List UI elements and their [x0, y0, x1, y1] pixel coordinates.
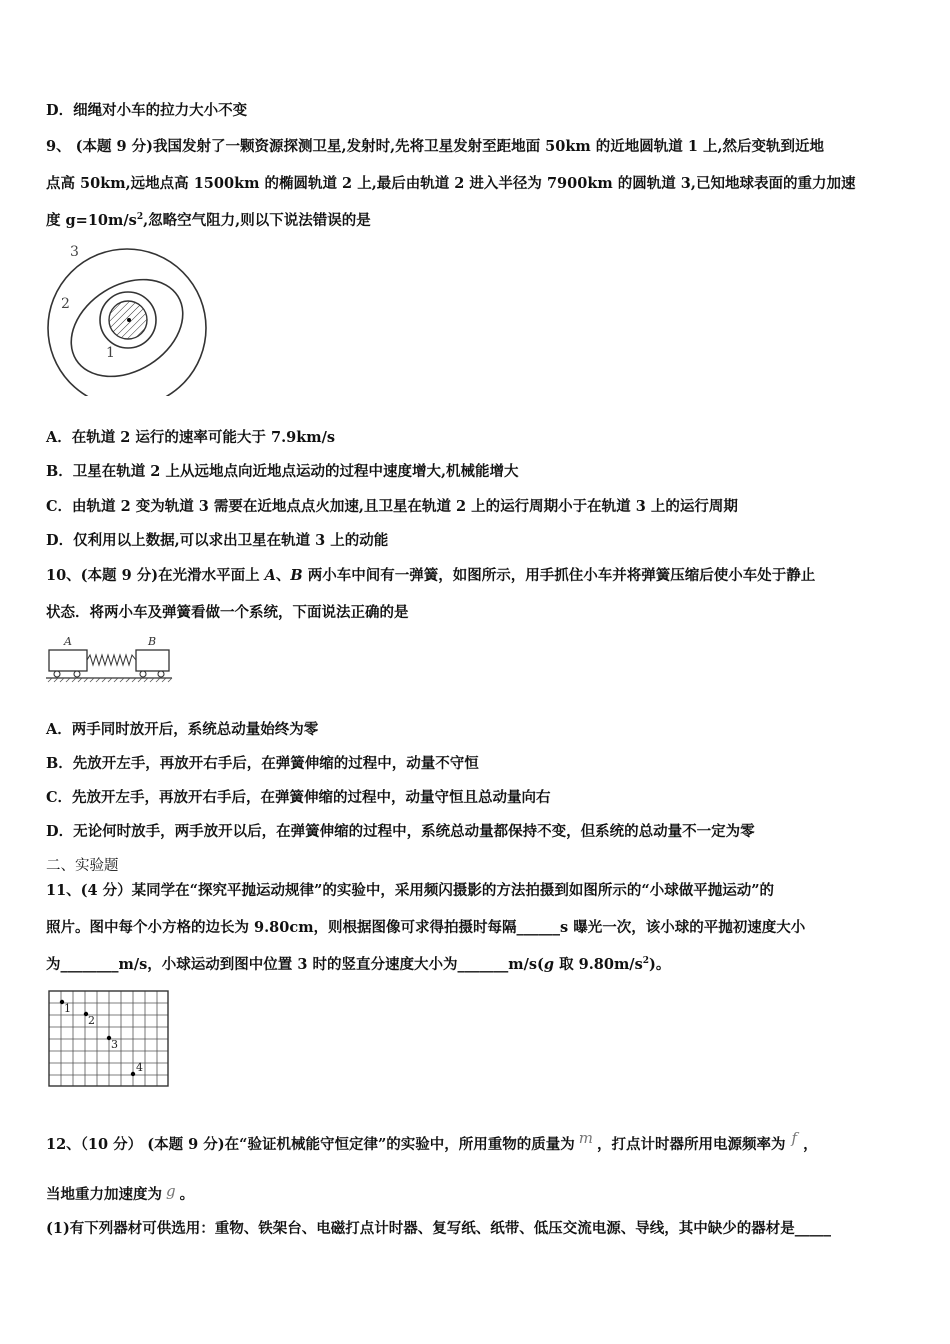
q9-stem-line3-b: ,忽略空气阻力,则以下说法错误的是 [143, 212, 371, 229]
ball-label-3: 3 [111, 1038, 118, 1051]
q12-var-f: f [791, 1129, 798, 1147]
q9-stem-line2: 点高 50km,远地点高 1500km 的椭圆轨道 2 上,最后由轨道 2 进入半径为 7900km 的圆轨道 3,已知地球表面的重力加速 [46, 175, 856, 192]
ball-position-4 [131, 1072, 135, 1076]
q11-stem-line3-c: )。 [649, 956, 671, 973]
q12-part1: (1)有下列器材可供选用：重物、铁架台、电磁打点计时器、复写纸、纸带、低压交流电源、导线，其中缺少的器材是_____ [46, 1220, 832, 1237]
cart-a-wheel-left [54, 671, 60, 677]
q10-stem-line1-b: 两小车中间有一弹簧，如图所示，用手抓住小车并将弹簧压缩后使小车处于静止 [302, 567, 816, 584]
q10-option-a: A．两手同时放开后，系统总动量始终为零 [46, 721, 319, 738]
q10-option-d: D．无论何时放手，两手放开以后，在弹簧伸缩的过程中，系统总动量都保持不变，但系统的总动量不一定为零 [46, 823, 755, 840]
ball-label-1: 1 [64, 1002, 71, 1015]
cart-b [136, 650, 169, 671]
q10-car-b: B [290, 567, 303, 584]
q11-var-g: g [543, 956, 555, 973]
cart-a-label: A [64, 635, 72, 648]
q10-stem-line1-a: 10、(本题 9 分)在光滑水平面上 [46, 567, 265, 584]
q11-stem-line3-b: 取 9.80m/s [554, 956, 643, 973]
q9-stem-line1: 9、 (本题 9 分)我国发射了一颗资源探测卫星,发射时,先将卫星发射至距地面 50km 的近地圆轨道 1 上,然后变轨到近地 [46, 138, 825, 155]
q12-stem-line1 [46, 1129, 818, 1155]
q9-stem-line3 [46, 211, 371, 231]
cart-b-wheel-right [158, 671, 164, 677]
strobe-grid-figure [48, 990, 170, 1088]
q10-stem-line2: 状态．将两小车及弹簧看做一个系统，下面说法正确的是 [46, 604, 409, 621]
q11-stem-line3-a: 为________m/s，小球运动到图中位置 3 时的竖直分速度大小为_______m/s( [46, 956, 544, 973]
ball-label-2: 2 [88, 1014, 95, 1027]
q9-stem-line3-a: 度 g=10m/s [46, 212, 137, 229]
q12-stem-line1-c: ， [803, 1136, 818, 1153]
q12-stem-line2 [46, 1184, 194, 1205]
orbit-label-3: 3 [70, 244, 79, 260]
q9-option-b: B．卫星在轨道 2 上从远地点向近地点运动的过程中速度增大,机械能增大 [46, 463, 519, 480]
q12-stem-line2-a: 当地重力加速度为 [46, 1186, 162, 1203]
cart-a-wheel-right [74, 671, 80, 677]
q12-var-g: g [166, 1182, 176, 1200]
q9-option-c: C．由轨道 2 变为轨道 3 需要在近地点点火加速,且卫星在轨道 2 上的运行周期小于在轨道 3 上的运行周期 [46, 498, 738, 515]
orbit-label-1: 1 [106, 345, 115, 361]
q12-stem-line1-a: 12、（10 分） (本题 9 分)在“验证机械能守恒定律”的实验中，所用重物的质量为 [46, 1136, 575, 1153]
q12-stem-line1-b: ，打点计时器所用电源频率为 [597, 1136, 786, 1153]
q9-option-d: D．仅利用以上数据,可以求出卫星在轨道 3 上的动能 [46, 532, 389, 549]
ball-label-4: 4 [136, 1061, 143, 1074]
q12-var-m: m [578, 1129, 594, 1147]
q11-stem-line3 [46, 955, 670, 975]
q10-option-b: B．先放开左手，再放开右手后，在弹簧伸缩的过程中，动量不守恒 [46, 755, 479, 772]
cart-b-wheel-left [140, 671, 146, 677]
cart-a [49, 650, 87, 671]
earth-center-dot [127, 318, 131, 322]
orbit-diagram [44, 238, 214, 396]
carts-spring-diagram [44, 633, 174, 687]
q8-option-d: D．细绳对小车的拉力大小不变 [46, 102, 248, 119]
section-heading: 二、实验题 [46, 858, 119, 874]
q12-stem-line2-b: 。 [179, 1186, 195, 1203]
orbit-label-2: 2 [61, 296, 70, 312]
q9-option-a: A．在轨道 2 运行的速率可能大于 7.9km/s [46, 429, 336, 446]
q10-car-a: A [264, 567, 276, 584]
q9-stem-line3-sup: 2 [136, 212, 144, 223]
q11-stem-line3-sup: 2 [642, 956, 650, 967]
q11-stem-line1: 11、(4 分）某同学在“探究平抛运动规律”的实验中，采用频闪摄影的方法拍摄到如图所示的“小球做平抛运动”的 [46, 882, 775, 899]
q10-sep: 、 [275, 567, 291, 584]
cart-b-label: B [148, 635, 157, 648]
q10-stem-line1 [46, 566, 815, 586]
spring-icon [87, 655, 136, 665]
q11-stem-line2: 照片。图中每个小方格的边长为 9.80cm，则根据图像可求得拍摄时每隔______s 曝光一次，该小球的平抛初速度大小 [46, 919, 806, 936]
q10-option-c: C．先放开左手，再放开右手后，在弹簧伸缩的过程中，动量守恒且总动量向右 [46, 789, 551, 806]
